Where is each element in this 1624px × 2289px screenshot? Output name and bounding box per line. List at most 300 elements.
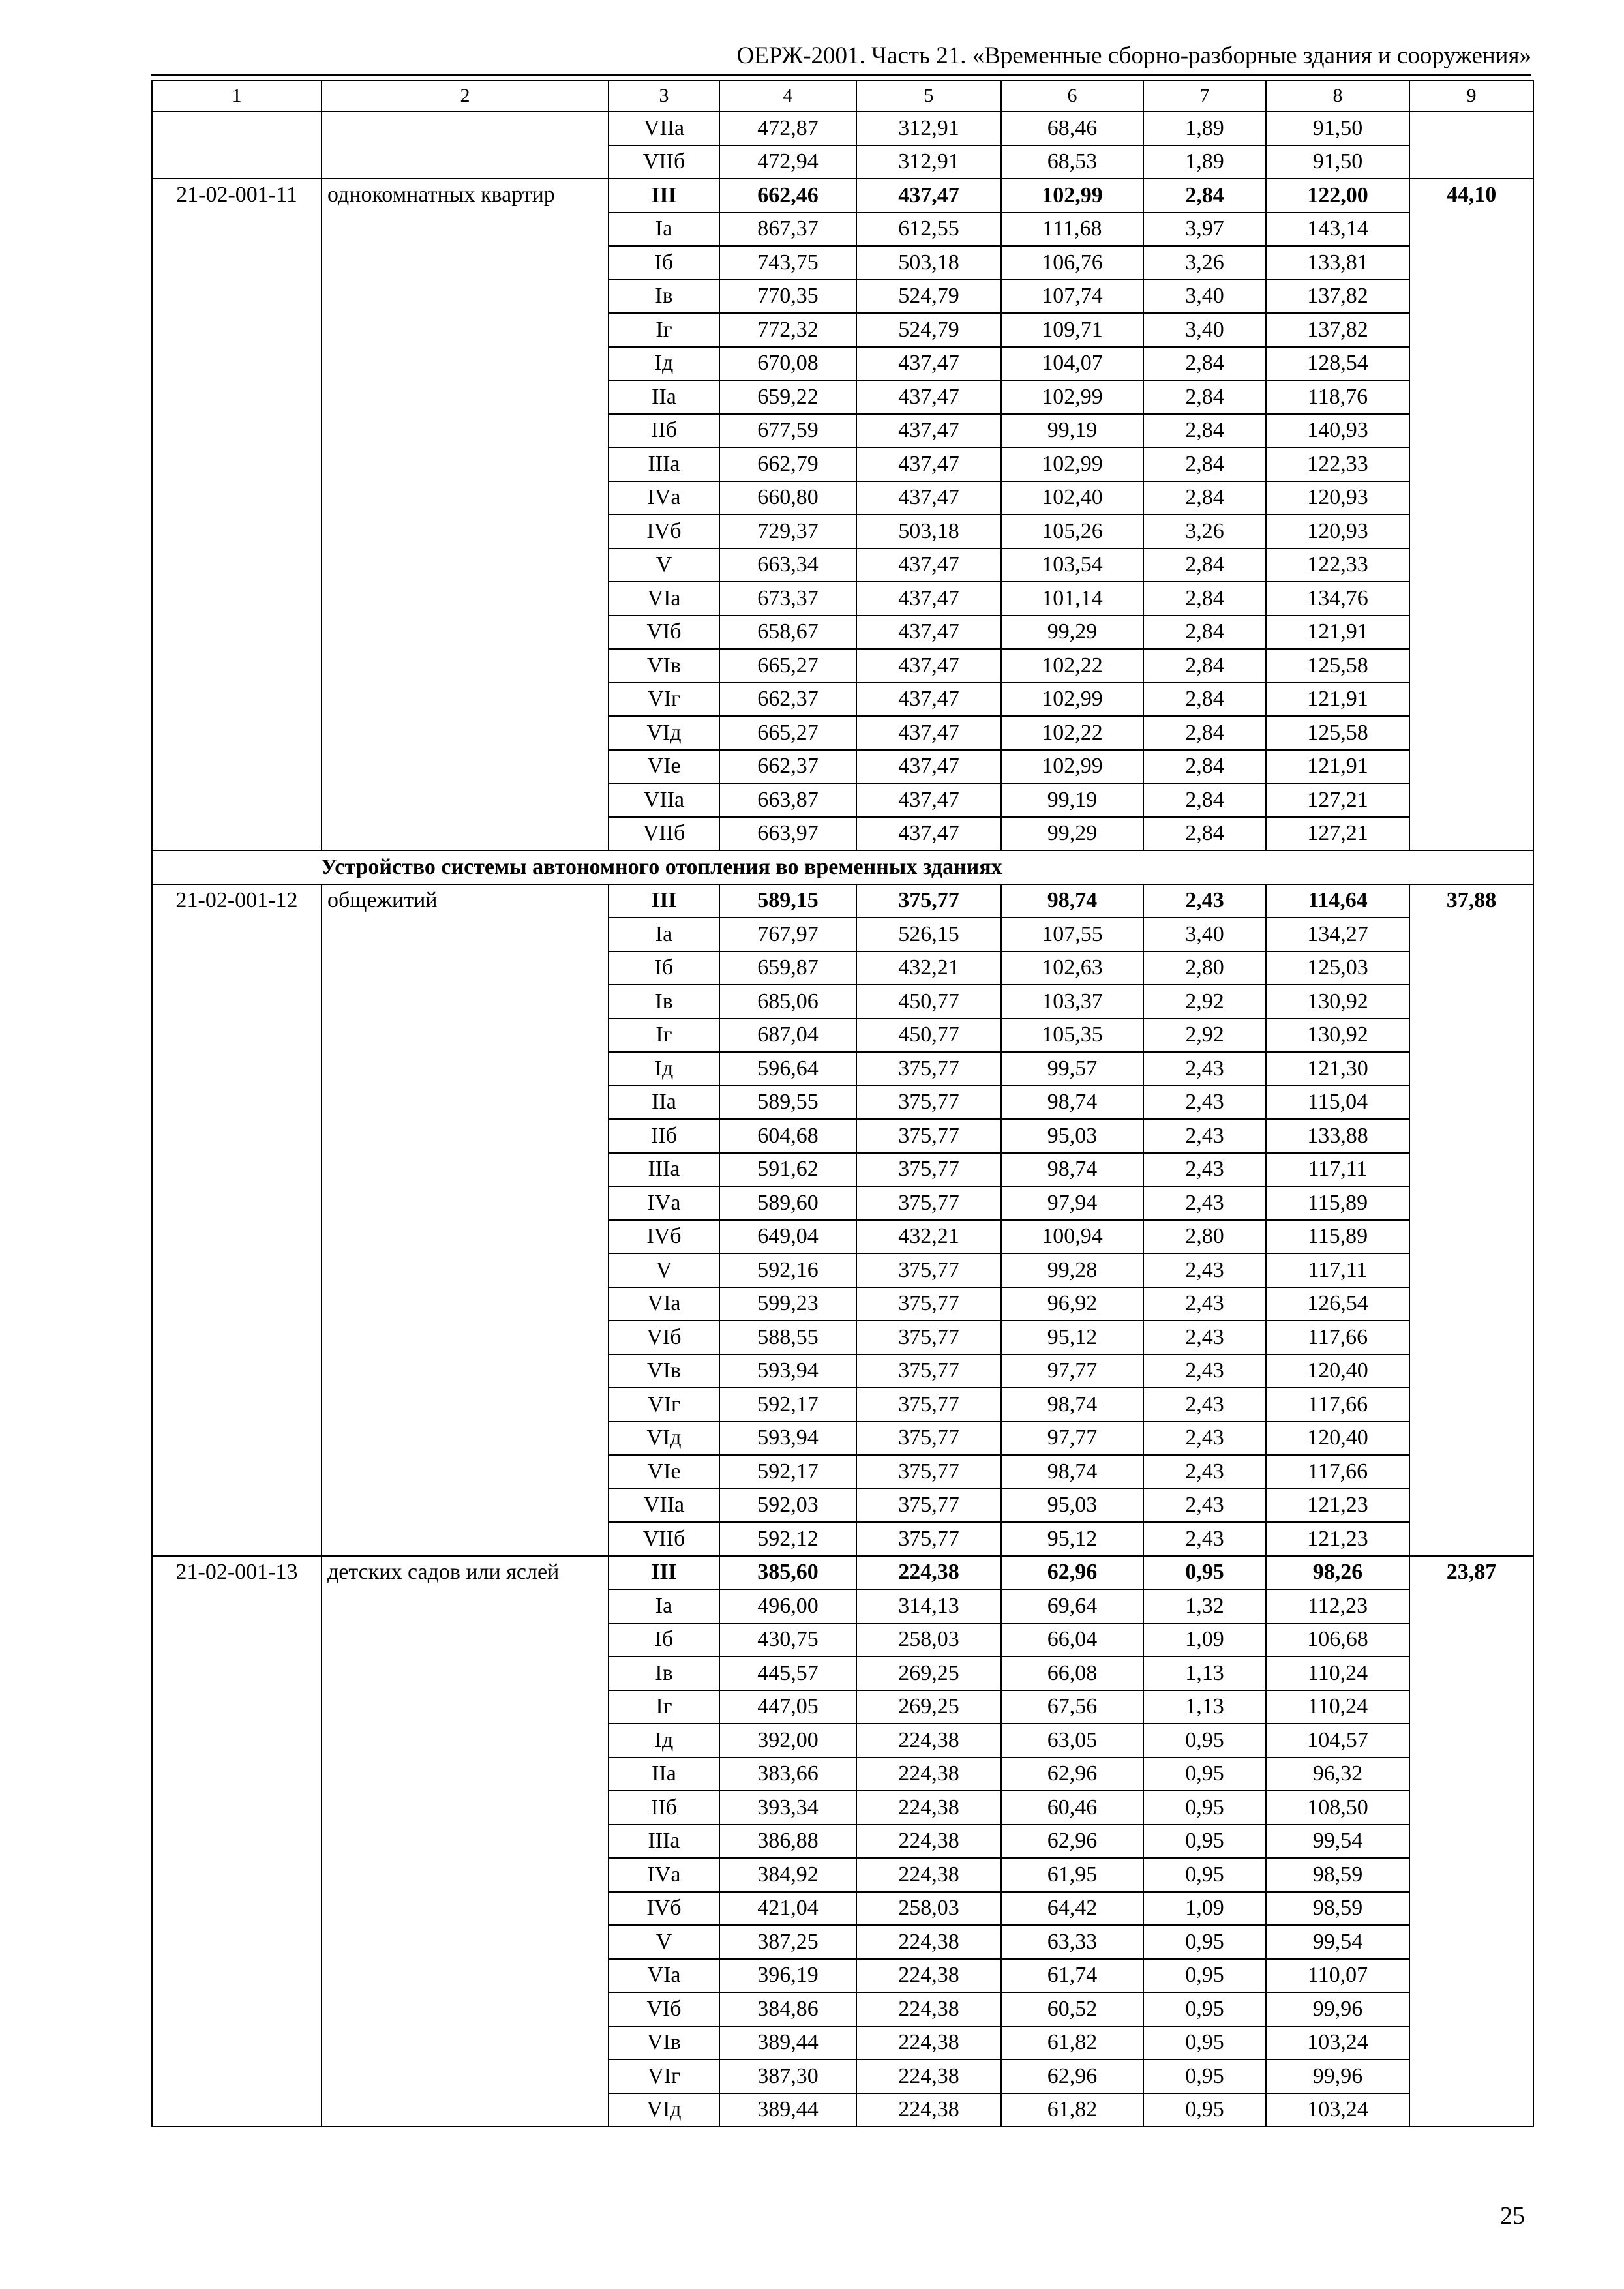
value-cell: 2,43 <box>1143 1052 1266 1086</box>
value-cell: 0,95 <box>1143 1858 1266 1892</box>
rate-total: 37,88 <box>1409 884 1533 1556</box>
zone-cell: Iг <box>609 1690 719 1724</box>
zone-cell: VIе <box>609 750 719 784</box>
value-cell: 125,58 <box>1266 716 1409 750</box>
value-cell: 3,40 <box>1143 918 1266 951</box>
value-cell: 2,84 <box>1143 683 1266 717</box>
value-cell: 375,77 <box>856 1153 1001 1187</box>
value-cell: 437,47 <box>856 347 1001 381</box>
value-cell: 2,43 <box>1143 1489 1266 1523</box>
zone-cell: VIIа <box>609 783 719 817</box>
value-cell: 312,91 <box>856 145 1001 179</box>
zone-cell: IIа <box>609 1086 719 1120</box>
table-row <box>152 1556 1533 1590</box>
value-cell: 122,33 <box>1266 548 1409 582</box>
value-cell: 437,47 <box>856 481 1001 515</box>
zone-cell: IIIа <box>609 1153 719 1187</box>
rate-code: 21-02-001-12 <box>152 884 322 1556</box>
value-cell: 437,47 <box>856 179 1001 213</box>
value-cell: 62,96 <box>1001 1825 1143 1859</box>
value-cell: 134,27 <box>1266 918 1409 951</box>
value-cell: 99,28 <box>1001 1253 1143 1287</box>
value-cell: 97,77 <box>1001 1422 1143 1456</box>
value-cell: 120,40 <box>1266 1422 1409 1456</box>
value-cell: 660,80 <box>719 481 856 515</box>
value-cell: 98,74 <box>1001 1388 1143 1422</box>
value-cell: 68,46 <box>1001 112 1143 145</box>
value-cell: 121,91 <box>1266 750 1409 784</box>
value-cell: 125,03 <box>1266 951 1409 985</box>
value-cell: 687,04 <box>719 1019 856 1053</box>
value-cell: 592,17 <box>719 1388 856 1422</box>
value-cell: 2,84 <box>1143 716 1266 750</box>
value-cell: 102,99 <box>1001 683 1143 717</box>
value-cell: 2,84 <box>1143 548 1266 582</box>
value-cell: 659,87 <box>719 951 856 985</box>
value-cell: 224,38 <box>856 1724 1001 1758</box>
value-cell: 66,04 <box>1001 1623 1143 1657</box>
value-cell: 105,26 <box>1001 515 1143 548</box>
value-cell: 3,26 <box>1143 246 1266 280</box>
value-cell: 117,66 <box>1266 1321 1409 1354</box>
value-cell: 106,68 <box>1266 1623 1409 1657</box>
value-cell: 384,92 <box>719 1858 856 1892</box>
value-cell: 437,47 <box>856 783 1001 817</box>
value-cell: 375,77 <box>856 1354 1001 1388</box>
value-cell: 375,77 <box>856 1489 1001 1523</box>
value-cell: 126,54 <box>1266 1287 1409 1321</box>
value-cell: 2,43 <box>1143 1422 1266 1456</box>
value-cell: 98,74 <box>1001 884 1143 918</box>
value-cell: 524,79 <box>856 280 1001 314</box>
value-cell: 437,47 <box>856 616 1001 650</box>
value-cell: 314,13 <box>856 1589 1001 1623</box>
column-number-row <box>152 80 1533 112</box>
value-cell: 0,95 <box>1143 1925 1266 1959</box>
value-cell: 98,74 <box>1001 1086 1143 1120</box>
value-cell: 375,77 <box>856 1119 1001 1153</box>
value-cell: 63,33 <box>1001 1925 1143 1959</box>
value-cell: 102,99 <box>1001 447 1143 481</box>
value-cell: 437,47 <box>856 582 1001 616</box>
page-number: 25 <box>1500 2202 1525 2230</box>
value-cell: 143,14 <box>1266 213 1409 247</box>
value-cell: 389,44 <box>719 2093 856 2127</box>
zone-cell: IVб <box>609 515 719 548</box>
value-cell: 97,94 <box>1001 1186 1143 1220</box>
value-cell: 524,79 <box>856 313 1001 347</box>
value-cell: 103,24 <box>1266 2093 1409 2127</box>
zone-cell: Iб <box>609 1623 719 1657</box>
value-cell: 867,37 <box>719 213 856 247</box>
page-header <box>151 38 1531 76</box>
value-cell: 526,15 <box>856 918 1001 951</box>
zone-cell: Iа <box>609 213 719 247</box>
value-cell: 2,84 <box>1143 447 1266 481</box>
value-cell: 121,91 <box>1266 616 1409 650</box>
value-cell: 0,95 <box>1143 1992 1266 2026</box>
value-cell: 649,04 <box>719 1220 856 1254</box>
value-cell: 96,92 <box>1001 1287 1143 1321</box>
zone-cell: V <box>609 1925 719 1959</box>
value-cell: 375,77 <box>856 1186 1001 1220</box>
value-cell: 592,17 <box>719 1455 856 1489</box>
value-cell: 137,82 <box>1266 313 1409 347</box>
value-cell: VIIб <box>609 145 719 179</box>
value-cell: 120,93 <box>1266 515 1409 548</box>
value-cell: 2,84 <box>1143 750 1266 784</box>
value-cell: 110,24 <box>1266 1690 1409 1724</box>
value-cell: 91,50 <box>1266 112 1409 145</box>
zone-cell: IVа <box>609 481 719 515</box>
zone-cell: VIб <box>609 1321 719 1354</box>
value-cell: 663,87 <box>719 783 856 817</box>
value-cell: 103,54 <box>1001 548 1143 582</box>
value-cell: 592,03 <box>719 1489 856 1523</box>
value-cell: 133,81 <box>1266 246 1409 280</box>
value-cell: 432,21 <box>856 1220 1001 1254</box>
value-cell: 375,77 <box>856 1321 1001 1354</box>
rate-name: общежитий <box>322 884 609 1556</box>
value-cell: 437,47 <box>856 380 1001 414</box>
value-cell: 0,95 <box>1143 1825 1266 1859</box>
value-cell: 385,60 <box>719 1556 856 1590</box>
section-heading: Устройство системы автономного отопления во временных зданиях <box>321 854 1002 879</box>
value-cell: 95,03 <box>1001 1489 1143 1523</box>
value-cell: 60,52 <box>1001 1992 1143 2026</box>
value-cell: 120,93 <box>1266 481 1409 515</box>
value-cell: 120,40 <box>1266 1354 1409 1388</box>
zone-cell: Iа <box>609 918 719 951</box>
table-row <box>152 179 1533 213</box>
value-cell: 258,03 <box>856 1892 1001 1926</box>
value-cell: 98,74 <box>1001 1455 1143 1489</box>
zone-cell: Iб <box>609 246 719 280</box>
zone-cell: IVа <box>609 1186 719 1220</box>
value-cell: 99,96 <box>1266 1992 1409 2026</box>
table-body <box>152 80 1533 2127</box>
value-cell: 98,74 <box>1001 1153 1143 1187</box>
value-cell: 122,00 <box>1266 179 1409 213</box>
zone-cell: IIа <box>609 380 719 414</box>
zone-cell: Iв <box>609 985 719 1019</box>
value-cell: 437,47 <box>856 716 1001 750</box>
value-cell: 100,94 <box>1001 1220 1143 1254</box>
value-cell: 503,18 <box>856 515 1001 548</box>
zone-cell: V <box>609 548 719 582</box>
value-cell: 2,43 <box>1143 1253 1266 1287</box>
value-cell: 659,22 <box>719 380 856 414</box>
value-cell: VIIа <box>609 112 719 145</box>
value-cell: 224,38 <box>856 1858 1001 1892</box>
value-cell: 101,14 <box>1001 582 1143 616</box>
rate-total: 23,87 <box>1409 1556 1533 2127</box>
zone-cell: Iа <box>609 1589 719 1623</box>
value-cell: 592,12 <box>719 1522 856 1556</box>
value-cell: 375,77 <box>856 1388 1001 1422</box>
value-cell: 63,05 <box>1001 1724 1143 1758</box>
name-cell <box>322 112 609 179</box>
zone-cell: III <box>609 1556 719 1590</box>
value-cell: 128,54 <box>1266 347 1409 381</box>
value-cell: 95,03 <box>1001 1119 1143 1153</box>
value-cell: 96,32 <box>1266 1758 1409 1791</box>
value-cell: 592,16 <box>719 1253 856 1287</box>
zone-cell: VIб <box>609 616 719 650</box>
rate-code: 21-02-001-13 <box>152 1556 322 2127</box>
value-cell: 106,76 <box>1001 246 1143 280</box>
zone-cell: Iг <box>609 1019 719 1053</box>
value-cell: 1,09 <box>1143 1623 1266 1657</box>
value-cell: 60,46 <box>1001 1791 1143 1825</box>
value-cell: 99,96 <box>1266 2059 1409 2093</box>
value-cell: 589,55 <box>719 1086 856 1120</box>
value-cell: 389,44 <box>719 2026 856 2060</box>
value-cell: 472,87 <box>719 112 856 145</box>
value-cell: 447,05 <box>719 1690 856 1724</box>
value-cell: 140,93 <box>1266 414 1409 448</box>
column-number: 1 <box>152 80 322 112</box>
zone-cell: VIг <box>609 2059 719 2093</box>
value-cell: 61,82 <box>1001 2093 1143 2127</box>
value-cell: 437,47 <box>856 683 1001 717</box>
value-cell: 503,18 <box>856 246 1001 280</box>
value-cell: 387,30 <box>719 2059 856 2093</box>
value-cell: 604,68 <box>719 1119 856 1153</box>
value-cell: 111,68 <box>1001 213 1143 247</box>
value-cell: 3,40 <box>1143 280 1266 314</box>
zone-cell: VIд <box>609 2093 719 2127</box>
value-cell: 599,23 <box>719 1287 856 1321</box>
value-cell: 375,77 <box>856 884 1001 918</box>
value-cell: 0,95 <box>1143 1556 1266 1590</box>
value-cell: 2,84 <box>1143 414 1266 448</box>
value-cell: 472,94 <box>719 145 856 179</box>
value-cell: 1,32 <box>1143 1589 1266 1623</box>
value-cell: 1,89 <box>1143 145 1266 179</box>
rate-name: однокомнатных квартир <box>322 179 609 850</box>
value-cell: 134,76 <box>1266 582 1409 616</box>
value-cell: 496,00 <box>719 1589 856 1623</box>
value-cell: 593,94 <box>719 1354 856 1388</box>
value-cell: 224,38 <box>856 1959 1001 1993</box>
value-cell: 0,95 <box>1143 1724 1266 1758</box>
value-cell: 437,47 <box>856 414 1001 448</box>
value-cell: 0,95 <box>1143 2059 1266 2093</box>
zone-cell: VIб <box>609 1992 719 2026</box>
value-cell: 104,57 <box>1266 1724 1409 1758</box>
value-cell: 122,33 <box>1266 447 1409 481</box>
value-cell: 2,43 <box>1143 1321 1266 1354</box>
value-cell: 0,95 <box>1143 2026 1266 2060</box>
value-cell: 107,74 <box>1001 280 1143 314</box>
value-cell: 2,84 <box>1143 347 1266 381</box>
zone-cell: Iд <box>609 1724 719 1758</box>
value-cell: 767,97 <box>719 918 856 951</box>
zone-cell: Iв <box>609 280 719 314</box>
value-cell: 375,77 <box>856 1522 1001 1556</box>
value-cell: 591,62 <box>719 1153 856 1187</box>
value-cell: 224,38 <box>856 2093 1001 2127</box>
value-cell: 0,95 <box>1143 1959 1266 1993</box>
zone-cell: IVб <box>609 1892 719 1926</box>
value-cell: 117,66 <box>1266 1455 1409 1489</box>
value-cell: 2,84 <box>1143 582 1266 616</box>
value-cell: 258,03 <box>856 1623 1001 1657</box>
value-cell: 2,43 <box>1143 1287 1266 1321</box>
value-cell: 99,29 <box>1001 817 1143 851</box>
rate-code: 21-02-001-11 <box>152 179 322 850</box>
value-cell: 375,77 <box>856 1287 1001 1321</box>
value-cell: 69,64 <box>1001 1589 1143 1623</box>
value-cell: 589,15 <box>719 884 856 918</box>
value-cell: 102,22 <box>1001 649 1143 683</box>
value-cell: 117,66 <box>1266 1388 1409 1422</box>
value-cell: 2,84 <box>1143 179 1266 213</box>
value-cell: 102,40 <box>1001 481 1143 515</box>
value-cell: 375,77 <box>856 1086 1001 1120</box>
zone-cell: VIв <box>609 649 719 683</box>
value-cell: 593,94 <box>719 1422 856 1456</box>
zone-cell: VIа <box>609 1287 719 1321</box>
zone-cell: Iд <box>609 347 719 381</box>
value-cell: 437,47 <box>856 649 1001 683</box>
value-cell: 109,71 <box>1001 313 1143 347</box>
value-cell: 95,12 <box>1001 1522 1143 1556</box>
zone-cell: IVа <box>609 1858 719 1892</box>
value-cell: 387,25 <box>719 1925 856 1959</box>
value-cell: 3,26 <box>1143 515 1266 548</box>
value-cell: 673,37 <box>719 582 856 616</box>
value-cell: 2,92 <box>1143 985 1266 1019</box>
rate-name: детских садов или яслей <box>322 1556 609 2127</box>
value-cell: 103,24 <box>1266 2026 1409 2060</box>
value-cell: 2,43 <box>1143 1153 1266 1187</box>
column-number: 3 <box>609 80 719 112</box>
value-cell: 98,59 <box>1266 1858 1409 1892</box>
value-cell: 432,21 <box>856 951 1001 985</box>
value-cell: 3,40 <box>1143 313 1266 347</box>
value-cell: 112,23 <box>1266 1589 1409 1623</box>
value-cell: 437,47 <box>856 750 1001 784</box>
value-cell: 588,55 <box>719 1321 856 1354</box>
value-cell: 743,75 <box>719 246 856 280</box>
value-cell: 665,27 <box>719 716 856 750</box>
zone-cell: IIб <box>609 414 719 448</box>
value-cell: 224,38 <box>856 1758 1001 1791</box>
value-cell: 589,60 <box>719 1186 856 1220</box>
value-cell: 396,19 <box>719 1959 856 1993</box>
value-cell: 2,43 <box>1143 1354 1266 1388</box>
zone-cell: VIд <box>609 1422 719 1456</box>
value-cell: 437,47 <box>856 817 1001 851</box>
zone-cell: Iг <box>609 313 719 347</box>
value-cell: 98,26 <box>1266 1556 1409 1590</box>
value-cell: 99,19 <box>1001 783 1143 817</box>
value-cell: 127,21 <box>1266 783 1409 817</box>
zone-cell: IIIа <box>609 1825 719 1859</box>
value-cell: 224,38 <box>856 1925 1001 1959</box>
zone-cell: VIIа <box>609 1489 719 1523</box>
value-cell: 105,35 <box>1001 1019 1143 1053</box>
value-cell: 2,80 <box>1143 1220 1266 1254</box>
value-cell: 269,25 <box>856 1656 1001 1690</box>
value-cell: 2,43 <box>1143 1119 1266 1153</box>
value-cell: 2,84 <box>1143 481 1266 515</box>
zone-cell: V <box>609 1253 719 1287</box>
value-cell: 392,00 <box>719 1724 856 1758</box>
zone-cell: VIIб <box>609 1522 719 1556</box>
zone-cell: III <box>609 884 719 918</box>
value-cell: 450,77 <box>856 985 1001 1019</box>
value-cell: 97,77 <box>1001 1354 1143 1388</box>
zone-cell: III <box>609 179 719 213</box>
value-cell: 130,92 <box>1266 1019 1409 1053</box>
value-cell: 121,23 <box>1266 1522 1409 1556</box>
column-number: 6 <box>1001 80 1143 112</box>
value-cell: 1,09 <box>1143 1892 1266 1926</box>
column-number: 2 <box>322 80 609 112</box>
zone-cell: IVб <box>609 1220 719 1254</box>
value-cell: 99,29 <box>1001 616 1143 650</box>
rate-total: 44,10 <box>1409 179 1533 850</box>
value-cell: 1,89 <box>1143 112 1266 145</box>
value-cell: 3,97 <box>1143 213 1266 247</box>
zone-cell: VIе <box>609 1455 719 1489</box>
value-cell: 121,30 <box>1266 1052 1409 1086</box>
value-cell: 115,04 <box>1266 1086 1409 1120</box>
zone-cell: Iв <box>609 1656 719 1690</box>
zone-cell: VIа <box>609 582 719 616</box>
value-cell: 450,77 <box>856 1019 1001 1053</box>
column-number: 9 <box>1409 80 1533 112</box>
value-cell: 121,23 <box>1266 1489 1409 1523</box>
value-cell: 375,77 <box>856 1422 1001 1456</box>
value-cell: 2,80 <box>1143 951 1266 985</box>
value-cell: 91,50 <box>1266 145 1409 179</box>
value-cell: 114,64 <box>1266 884 1409 918</box>
zone-cell: VIг <box>609 1388 719 1422</box>
value-cell: 663,97 <box>719 817 856 851</box>
value-cell: 117,11 <box>1266 1153 1409 1187</box>
value-cell: 99,54 <box>1266 1925 1409 1959</box>
value-cell: 102,99 <box>1001 750 1143 784</box>
table-row <box>152 884 1533 918</box>
value-cell: 386,88 <box>719 1825 856 1859</box>
value-cell: 224,38 <box>856 1791 1001 1825</box>
value-cell: 2,84 <box>1143 649 1266 683</box>
value-cell: 115,89 <box>1266 1186 1409 1220</box>
value-cell: 663,34 <box>719 548 856 582</box>
value-cell: 729,37 <box>719 515 856 548</box>
zone-cell: Iд <box>609 1052 719 1086</box>
value-cell: 224,38 <box>856 1992 1001 2026</box>
value-cell: 127,21 <box>1266 817 1409 851</box>
value-cell: 269,25 <box>856 1690 1001 1724</box>
value-cell: 2,43 <box>1143 1086 1266 1120</box>
value-cell: 61,82 <box>1001 2026 1143 2060</box>
value-cell: 677,59 <box>719 414 856 448</box>
value-cell: 117,11 <box>1266 1253 1409 1287</box>
value-cell: 224,38 <box>856 2059 1001 2093</box>
value-cell: 61,74 <box>1001 1959 1143 1993</box>
value-cell: 224,38 <box>856 1556 1001 1590</box>
section-heading-cell <box>152 850 1533 884</box>
value-cell: 61,95 <box>1001 1858 1143 1892</box>
value-cell: 772,32 <box>719 313 856 347</box>
value-cell: 612,55 <box>856 213 1001 247</box>
value-cell: 2,84 <box>1143 817 1266 851</box>
